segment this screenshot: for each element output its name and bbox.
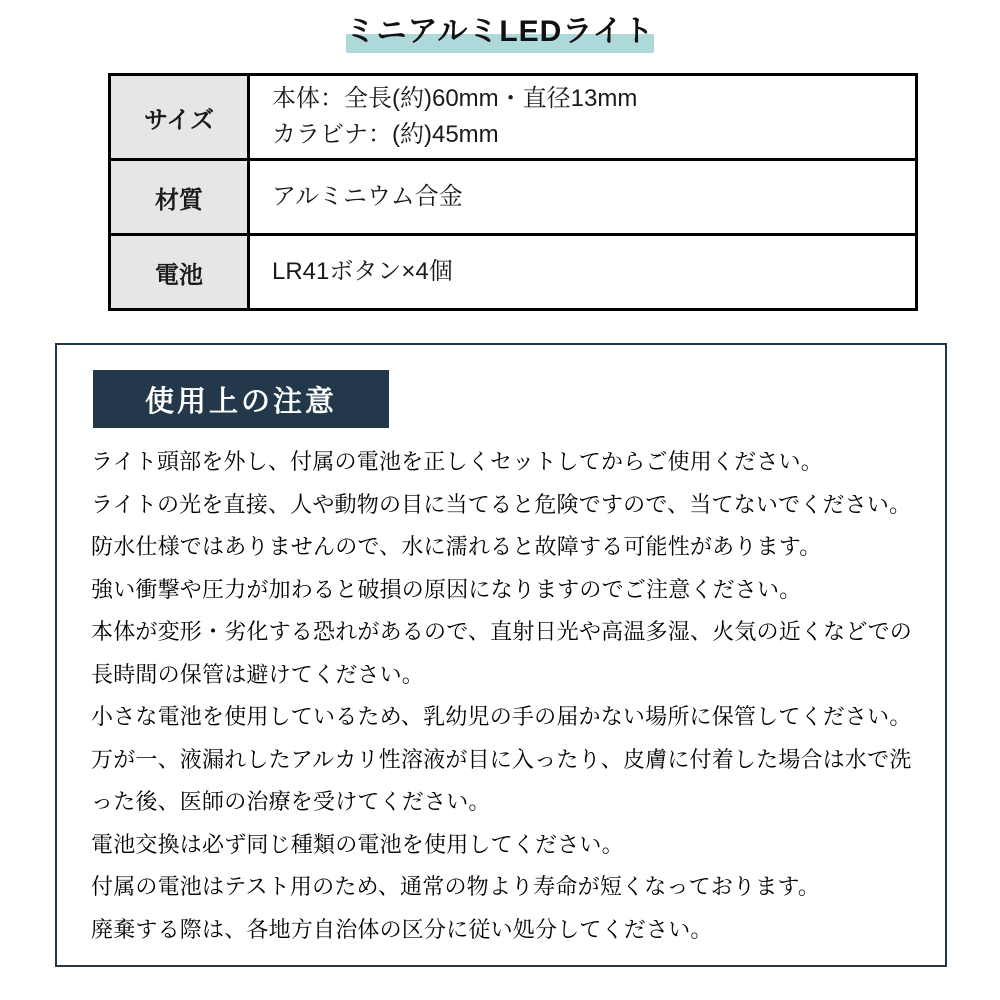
- precaution-item: 付属の電池はテスト用のため、通常の物より寿命が短くなっております。: [91, 874, 821, 899]
- spec-value-battery: LR41ボタン×4個: [249, 235, 917, 310]
- title-section: [0, 0, 1000, 60]
- spec-label-material: 材質: [110, 160, 249, 235]
- table-row-material: [110, 160, 917, 235]
- precautions-box: [55, 343, 947, 967]
- spec-value-size-line1: 本体：全長(約)60mm・直径13mm: [272, 85, 638, 112]
- spec-value-size-line2: カラビナ：(約)45mm: [272, 121, 499, 148]
- precautions-list: [91, 441, 921, 951]
- table-row-battery: [110, 235, 917, 310]
- precaution-item: 本体が変形・劣化する恐れがあるので、直射日光や高温多湿、火気の近くなどでの長時間の保管は避けてください。: [91, 619, 912, 687]
- precaution-item: 強い衝撃や圧力が加わると破損の原因になりますのでご注意ください。: [91, 576, 802, 602]
- page-title: ミニアルミLEDライト: [345, 15, 655, 48]
- precaution-item: 万が一、液漏れしたアルカリ性溶液が目に入ったり、皮膚に付着した場合は水で洗った後、医師の治療を受けてください。: [91, 746, 912, 814]
- precaution-item: 小さな電池を使用しているため、乳幼児の手の届かない場所に保管してください。: [91, 704, 912, 729]
- spec-label-battery: 電池: [110, 235, 249, 310]
- table-row-size: [110, 75, 917, 160]
- precaution-item: ライトの光を直接、人や動物の目に当てると危険ですので、当てないでください。: [91, 491, 912, 517]
- precaution-item: ライト頭部を外し、付属の電池を正しくセットしてからご使用ください。: [91, 449, 823, 474]
- precaution-item: 廃棄する際は、各地方自治体の区分に従い処分してください。: [91, 916, 713, 942]
- precaution-item: 電池交換は必ず同じ種類の電池を使用してください。: [91, 831, 624, 857]
- spec-label-size: サイズ: [110, 75, 249, 160]
- spec-value-size: [249, 75, 917, 160]
- precautions-heading: 使用上の注意: [93, 370, 389, 428]
- precaution-item: 防水仕様ではありませんので、水に濡れると故障する可能性があります。: [91, 534, 822, 559]
- spec-table: [108, 73, 918, 311]
- spec-value-material: アルミニウム合金: [249, 160, 917, 235]
